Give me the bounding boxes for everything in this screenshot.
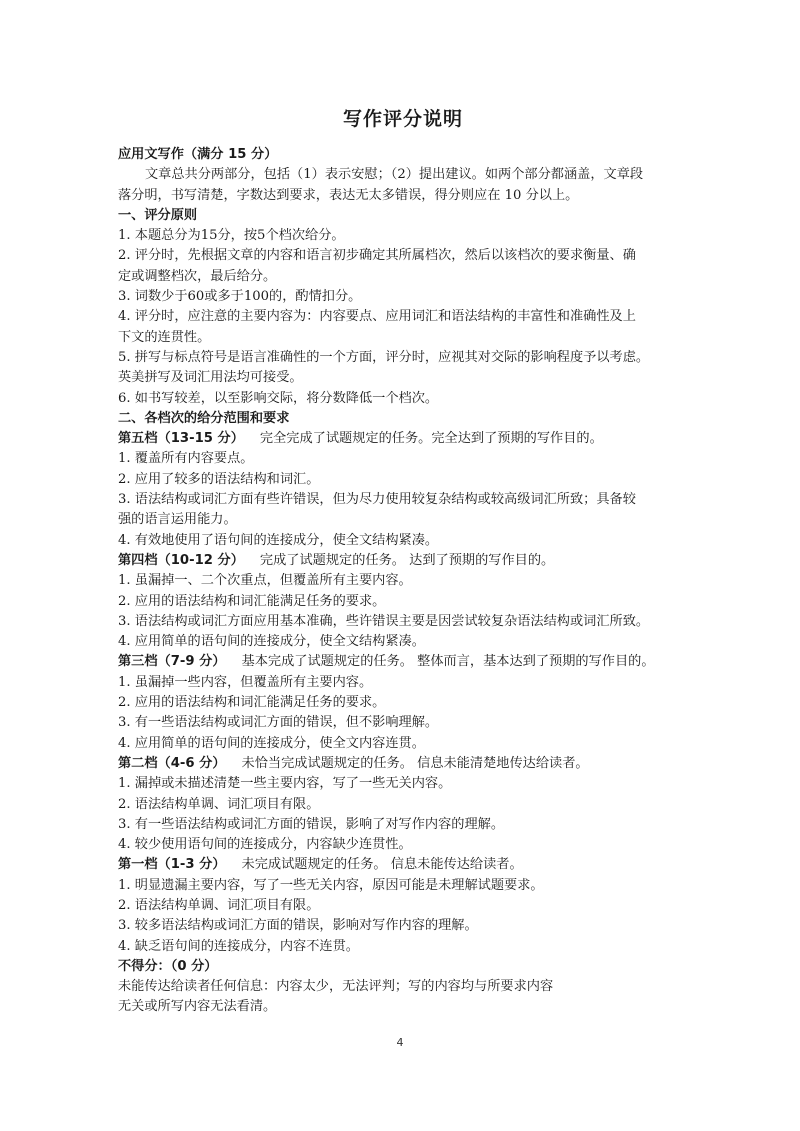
tier-title: 第一档（1-3 分） [118,857,226,873]
tier-description: 基本完成了试题规定的任务。 整体而言，基本达到了预期的写作目的。 [241,654,655,670]
intro-line: 文章总共分两部分，包括（1）表示安慰；（2）提出建议。如两个部分都涵盖，文章段 [145,167,644,183]
principles-heading: 一、评分原则 [118,207,198,223]
zero-score [118,957,688,1018]
zero-heading: 不得分：（0 分） [118,958,218,974]
tier-item: 2. 应用的语法结构和词汇能满足任务的要求。 [118,695,386,711]
tier-item: 2. 语法结构单调、词汇项目有限。 [118,796,320,812]
tier-3 [118,652,688,753]
tier-item: 1. 漏掉或未描述清楚一些主要内容，写了一些无关内容。 [118,776,452,792]
tier-2 [118,754,688,855]
principle-line: 3. 词数少于60或多于100的，酌情扣分。 [118,289,362,305]
tier-title: 第四档（10-12 分） [118,552,244,568]
tier-description: 未恰当完成试题规定的任务。 信息未能清楚地传达给读者。 [241,755,589,771]
intro-line: 落分明，书写清楚，字数达到要求，表达无太多错误，得分则应在 10 分以上。 [118,187,579,203]
document-content [118,104,688,1018]
tier-item: 3. 语法结构或词汇方面应用基本准确，些许错误主要是因尝试较复杂语法结构或词汇所致。 [118,613,650,629]
zero-line: 无关或所写内容无法看清。 [118,999,277,1015]
tier-item: 4. 应用简单的语句间的连接成分，使全文内容连贯。 [118,735,425,751]
page-title: 写作评分说明 [342,108,463,130]
zero-line: 未能传达给读者任何信息：内容太少，无法评判；写的内容均与所要求内容 [118,979,554,995]
tier-item: 2. 应用了较多的语法结构和词汇。 [118,471,320,487]
tier-item: 3. 有一些语法结构或词汇方面的错误，影响了对写作内容的理解。 [118,816,505,832]
tier-5 [118,429,688,551]
tier-title: 第五档（13-15 分） [118,431,244,447]
tier-item: 强的语言运用能力。 [118,512,237,528]
principle-line: 6. 如书写较差，以至影响交际，将分数降低一个档次。 [118,390,439,406]
tier-item: 2. 语法结构单调、词汇项目有限。 [118,897,320,913]
principle-line: 下文的连贯性。 [118,329,211,345]
principle-line: 定或调整档次，最后给分。 [118,268,277,284]
tier-item: 3. 有一些语法结构或词汇方面的错误，但不影响理解。 [118,715,439,731]
principle-line: 2. 评分时，先根据文章的内容和语言初步确定其所属档次，然后以该档次的要求衡量、确 [118,248,636,264]
principle-line: 英美拼写及词汇用法均可接受。 [118,370,303,386]
tier-title: 第二档（4-6 分） [118,755,226,771]
page-number: 4 [396,1036,404,1049]
tier-item: 3. 较多语法结构或词汇方面的错误，影响对写作内容的理解。 [118,918,478,934]
tier-item: 4. 较少使用语句间的连接成分，内容缺少连贯性。 [118,837,412,853]
tier-description: 完成了试题规定的任务。 达到了预期的写作目的。 [259,552,555,568]
tier-item: 4. 有效地使用了语句间的连接成分，使全文结构紧凑。 [118,532,439,548]
principle-line: 5. 拼写与标点符号是语言准确性的一个方面，评分时，应视其对交际的影响程度予以考虑。 [118,349,650,365]
tier-title: 第三档（7-9 分） [118,654,226,670]
tier-description: 未完成试题规定的任务。 信息未能传达给读者。 [241,857,523,873]
principle-line: 1. 本题总分为15分，按5个档次给分。 [118,228,345,244]
tier-4 [118,551,688,652]
tier-item: 1. 覆盖所有内容要点。 [118,451,254,467]
tier-item: 4. 缺乏语句间的连接成分，内容不连贯。 [118,938,359,954]
principle-line: 4. 评分时，应注意的主要内容为：内容要点、应用词汇和语法结构的丰富性和准确性及上 [118,309,636,325]
tier-item: 3. 语法结构或词汇方面有些许错误，但为尽力使用较复杂结构或较高级词汇所致；具备较 [118,492,636,508]
tier-item: 1. 虽漏掉一、二个次重点，但覆盖所有主要内容。 [118,573,412,589]
tiers-heading: 二、各档次的给分范围和要求 [118,410,290,426]
tier-item: 1. 明显遗漏主要内容，写了一些无关内容，原因可能是未理解试题要求。 [118,877,544,893]
tier-item: 4. 应用简单的语句间的连接成分，使全文结构紧凑。 [118,634,425,650]
principles-list [118,226,688,409]
tier-description: 完全完成了试题规定的任务。完全达到了预期的写作目的。 [259,431,603,447]
tier-item: 1. 虽漏掉一些内容，但覆盖所有主要内容。 [118,674,373,690]
tier-1 [118,855,688,956]
tier-item: 2. 应用的语法结构和词汇能满足任务的要求。 [118,593,386,609]
section-heading: 应用文写作（满分 15 分） [118,147,278,162]
